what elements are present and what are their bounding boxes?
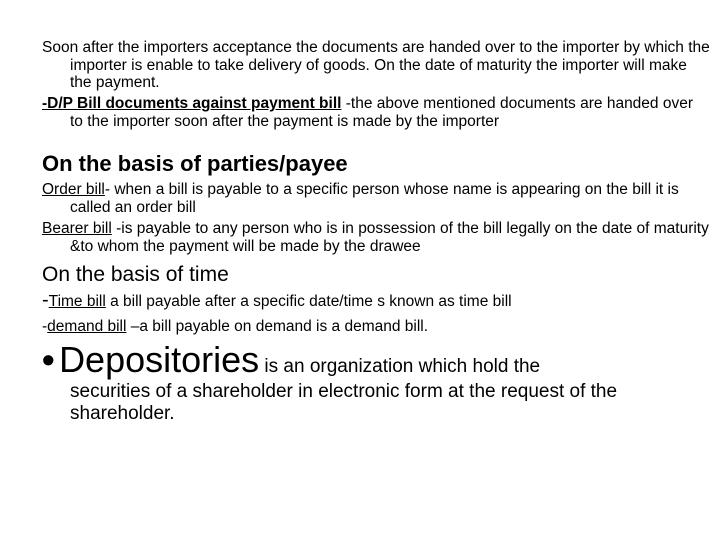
paragraph-demand-bill (42, 318, 682, 336)
heading-parties: On the basis of parties/payee (42, 151, 348, 176)
heading-time: On the basis of time (42, 263, 229, 286)
paragraph-dp-bill (42, 95, 710, 130)
demand-bill-prefix: - (42, 318, 48, 335)
paragraph-bearer-bill (42, 220, 710, 255)
time-bill-term: Time bill (48, 293, 106, 310)
paragraph-order-bill (42, 181, 710, 216)
paragraph-time-bill (42, 289, 682, 311)
time-bill-text: a bill payable after a specific date/time s known as time bill (105, 293, 512, 310)
bullet-icon: • (42, 339, 55, 380)
dp-bill-term: -D/P Bill documents against payment bill (42, 95, 342, 112)
time-bill-prefix: - (42, 289, 49, 311)
depositories-text-inline: is an organization which hold the (259, 356, 541, 377)
depositories-term: Depositories (59, 339, 260, 380)
depositories-rest: securities of a shareholder in electronic form at the request of the shareholder. (70, 381, 618, 424)
order-bill-text: - when a bill is payable to a specific person whose name is appearing on the bill it is called an order bill (70, 181, 679, 216)
demand-bill-term: demand bill (47, 318, 127, 335)
bearer-bill-term: Bearer bill (42, 220, 112, 237)
order-bill-term: Order bill (42, 181, 105, 198)
bearer-bill-text: -is payable to any person who is in possession of the bill legally on the date of maturity &to whom the payment will be made by the drawee (70, 220, 709, 255)
acceptance-text: Soon after the importers acceptance the documents are handed over to the importer by which the importer is enable to take delivery of goods. On the date of maturity the importer will make the payment. (42, 39, 710, 91)
demand-bill-text: –a bill payable on demand is a demand bill. (126, 318, 429, 335)
dp-bill-text: -the above mentioned documents are handed over to the importer soon after the payment is made by the importer (70, 95, 694, 130)
paragraph-acceptance (42, 39, 710, 92)
